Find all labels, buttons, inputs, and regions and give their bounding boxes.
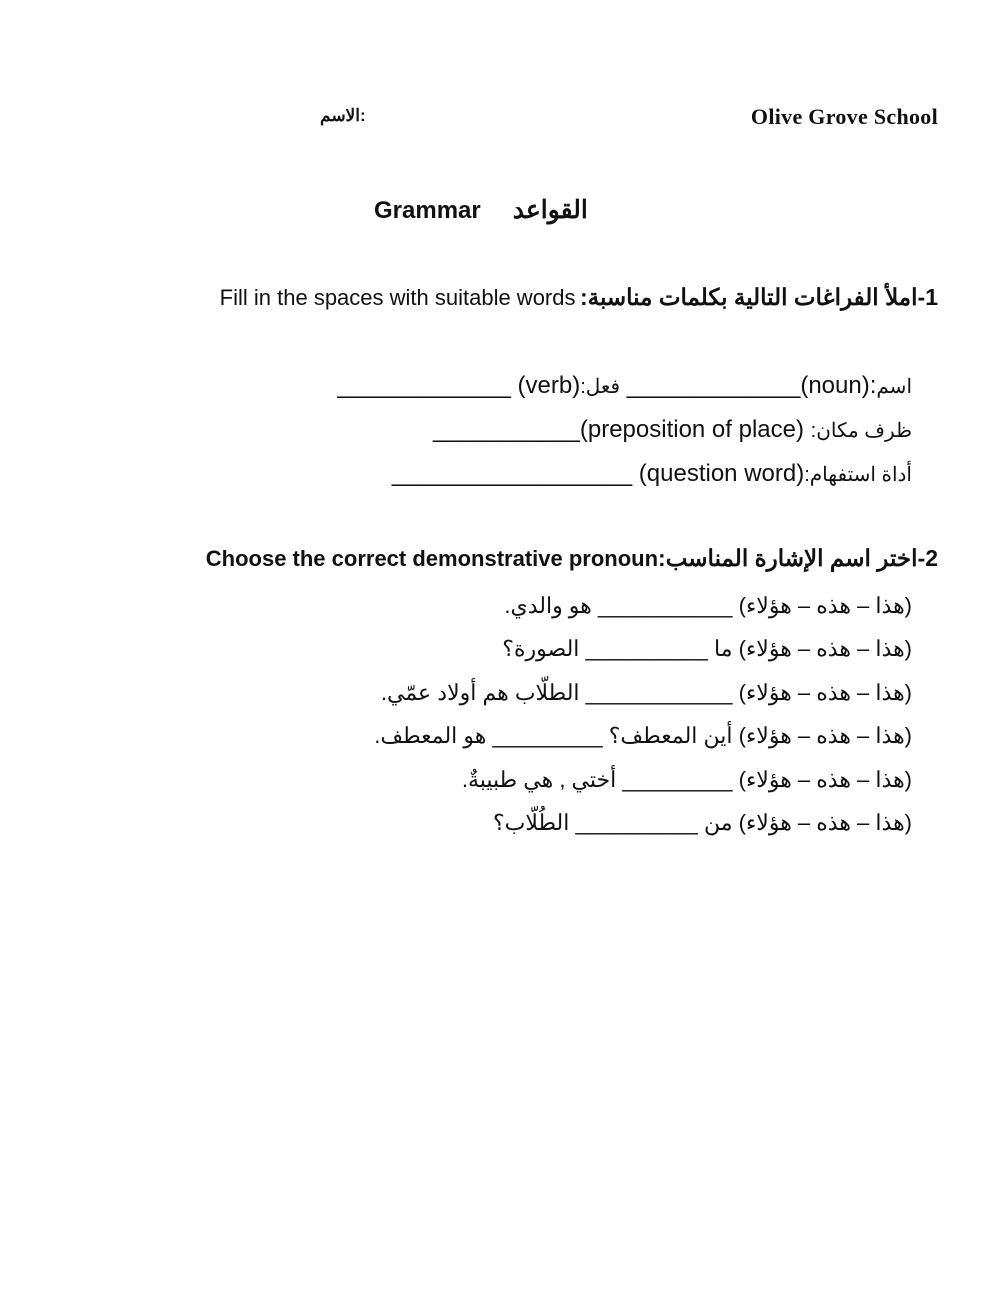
noun-label: اسم: [876, 376, 912, 398]
question-1-arabic: املأ الفراغات التالية بكلمات مناسبة:: [579, 284, 918, 310]
sentence-after: الطُلّاب؟: [492, 809, 570, 835]
demonstrative-sentence-4: [374, 716, 912, 759]
sentence-after: أختي , هي طبيبةٌ.: [461, 766, 617, 792]
question-1-number: 1-: [917, 284, 938, 310]
sentence-after: هو المعطف.: [374, 723, 487, 749]
answer-blank[interactable]: __________: [585, 636, 708, 662]
demonstrative-sentence-2: [374, 629, 912, 672]
question-1-items: [337, 366, 912, 498]
question-1-english: Fill in the spaces with suitable words: [219, 285, 576, 310]
question-word-label: أداة استفهام:: [804, 464, 912, 486]
fill-row-noun-verb: [337, 366, 912, 410]
fill-row-preposition: [337, 410, 912, 454]
preposition-blank[interactable]: ___________: [433, 416, 580, 443]
question-1-heading: [220, 284, 938, 311]
verb-blank[interactable]: _____________: [337, 372, 511, 399]
question-2-english: Choose the correct demonstrative pronoun: [205, 546, 659, 571]
answer-blank[interactable]: ___________: [597, 593, 733, 618]
question-word-blank[interactable]: __________________: [391, 460, 633, 487]
question-2-number: 2-: [917, 545, 938, 571]
sentence-before: ما: [714, 636, 733, 662]
demonstrative-sentence-3: [374, 673, 912, 716]
question-2-arabic: اختر اسم الإشارة المناسب:: [658, 545, 918, 571]
sentence-after: الصورة؟: [502, 636, 580, 662]
demonstrative-sentence-1: [374, 586, 912, 629]
answer-blank[interactable]: __________: [575, 809, 698, 835]
sentence-before: أين المعطف؟: [608, 723, 733, 749]
answer-blank[interactable]: _________: [622, 766, 733, 792]
verb-label: فعل:: [580, 376, 621, 398]
question-2-heading: [206, 545, 938, 572]
options-text: (هذا – هذه – هؤلاء): [738, 679, 912, 705]
noun-english: (noun):: [800, 372, 877, 399]
question-word-english: (question word): [638, 460, 805, 487]
school-name: Olive Grove School: [750, 104, 938, 129]
noun-blank[interactable]: _____________: [626, 372, 801, 399]
title-arabic: القواعد: [512, 196, 588, 224]
options-text: (هذا – هذه – هؤلاء): [738, 766, 912, 792]
options-text: (هذا – هذه – هؤلاء): [738, 809, 912, 835]
student-name-label: الاسم:: [320, 106, 366, 125]
title-english: Grammar: [374, 197, 481, 224]
options-text: (هذا – هذه – هؤلاء): [738, 636, 912, 662]
answer-blank[interactable]: _________: [492, 723, 603, 749]
sentence-after: الطلّاب هم أولاد عمّي.: [380, 679, 580, 705]
sentence-before: من: [703, 809, 733, 835]
options-text: (هذا – هذه – هؤلاء): [738, 593, 912, 618]
demonstrative-sentence-5: [374, 760, 912, 803]
preposition-label: ظرف مكان:: [810, 420, 912, 442]
options-text: (هذا – هذه – هؤلاء): [738, 723, 912, 749]
verb-english: (verb): [517, 372, 581, 399]
sentence-after: هو والدي.: [504, 593, 592, 618]
page-title: [374, 195, 588, 225]
question-2-items: [374, 586, 912, 846]
fill-row-question-word: [337, 454, 912, 498]
answer-blank[interactable]: ____________: [585, 679, 733, 705]
preposition-english: (preposition of place): [579, 416, 804, 443]
demonstrative-sentence-6: [374, 803, 912, 846]
